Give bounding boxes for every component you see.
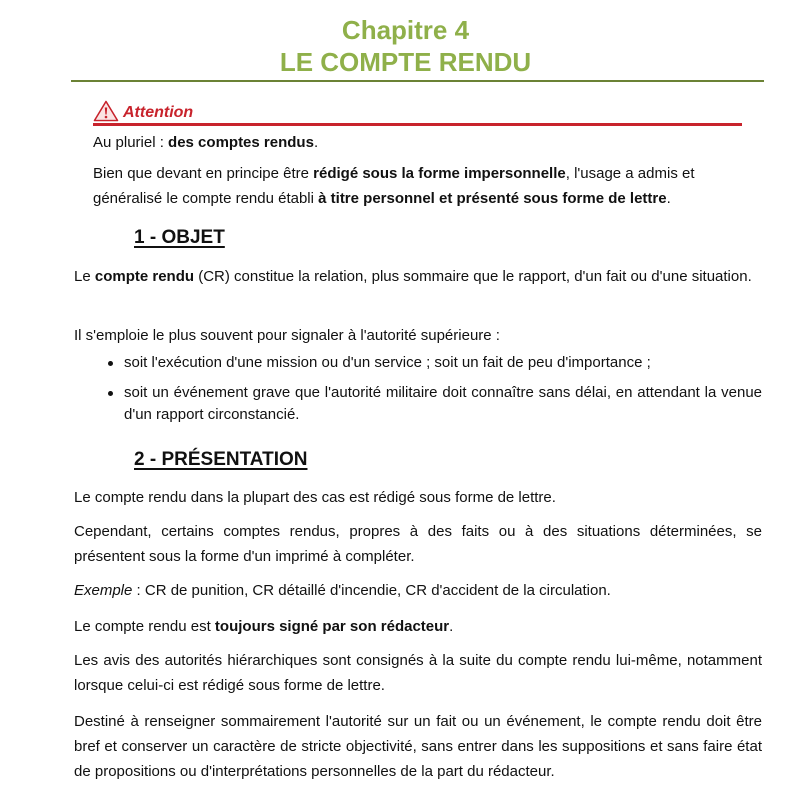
list-item: soit l'exécution d'une mission ou d'un service ; soit un fait de peu d'importance ; xyxy=(106,352,762,374)
usage-note: Bien que devant en principe être rédigé sous la forme impersonnelle, l'usage a admis et généralisé le compte rendu établi à titre personnel et présenté sous forme de lettre. xyxy=(93,165,695,207)
list-item: soit un événement grave que l'autorité militaire doit connaître sans délai, en attendant la venue d'un rapport circonstancié. xyxy=(106,382,762,426)
section-heading-objet: 1 - OBJET xyxy=(134,227,225,248)
presentation-paragraph-signature: Le compte rendu est toujours signé par son rédacteur. xyxy=(74,618,454,635)
presentation-paragraph-destine: Destiné à renseigner sommairement l'autorité sur un fait ou un événement, le compte rendu doit être bref et conserver un caractère de stricte objectivité, sans entrer dans les suppositions et sans faire état de propositions ou d'interprétations personnelles de la part du rédacteur. xyxy=(74,713,762,780)
chapter-name: LE COMPTE RENDU xyxy=(279,47,532,77)
objet-paragraph-2: Il s'emploie le plus souvent pour signaler à l'autorité supérieure : xyxy=(74,327,500,344)
plural-note: Au pluriel : des comptes rendus. xyxy=(93,134,319,151)
attention-header xyxy=(93,99,742,126)
bullet-icon xyxy=(108,361,113,366)
presentation-example: Exemple : CR de punition, CR détaillé d'incendie, CR d'accident de la circulation. xyxy=(74,582,611,599)
title-divider xyxy=(71,80,764,82)
chapter-title xyxy=(0,14,811,78)
objet-bullet-list xyxy=(106,352,762,434)
bullet-icon xyxy=(108,391,113,396)
presentation-paragraph-1: Le compte rendu dans la plupart des cas est rédigé sous forme de lettre. xyxy=(74,489,556,506)
section-heading-presentation: 2 - PRÉSENTATION xyxy=(134,449,308,470)
chapter-number: Chapitre 4 xyxy=(341,15,470,45)
attention-label: Attention xyxy=(123,104,194,121)
presentation-paragraph-avis: Les avis des autorités hiérarchiques sont consignés à la suite du compte rendu lui-même, notamment lorsque celui-ci est rédigé sous forme de lettre. xyxy=(74,652,762,694)
warning-triangle-icon xyxy=(93,100,119,122)
objet-paragraph-1: Le compte rendu (CR) constitue la relation, plus sommaire que le rapport, d'un fait ou d'une situation. xyxy=(74,268,752,285)
presentation-paragraph-2: Cependant, certains comptes rendus, propres à des faits ou à des situations déterminées, se présentent sous la forme d'un imprimé à compléter. xyxy=(74,523,762,565)
